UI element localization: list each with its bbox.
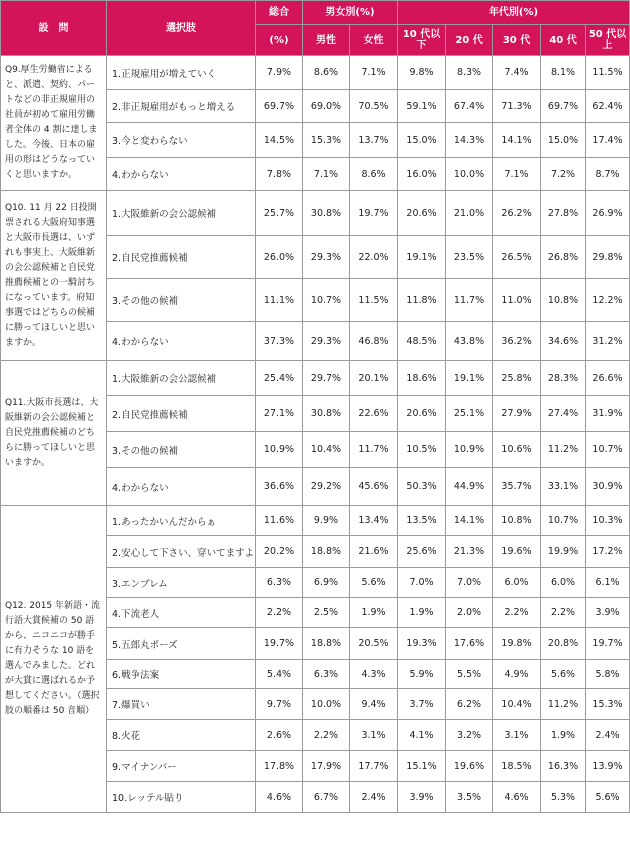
- value-cell: 29.8%: [586, 236, 630, 279]
- value-cell: 3.1%: [350, 720, 398, 751]
- value-cell: 25.4%: [256, 361, 303, 396]
- value-cell: 71.3%: [493, 90, 541, 123]
- value-cell: 16.0%: [398, 158, 446, 191]
- value-cell: 48.5%: [398, 322, 446, 361]
- value-cell: 7.2%: [541, 158, 586, 191]
- value-cell: 5.3%: [541, 782, 586, 813]
- value-cell: 29.7%: [303, 361, 350, 396]
- value-cell: 20.6%: [398, 191, 446, 236]
- value-cell: 25.8%: [493, 361, 541, 396]
- value-cell: 2.0%: [446, 598, 493, 628]
- value-cell: 69.7%: [541, 90, 586, 123]
- value-cell: 70.5%: [350, 90, 398, 123]
- value-cell: 2.4%: [350, 782, 398, 813]
- value-cell: 10.5%: [398, 432, 446, 468]
- value-cell: 69.7%: [256, 90, 303, 123]
- header-age-30s: 30 代: [493, 25, 541, 56]
- value-cell: 19.6%: [493, 536, 541, 568]
- value-cell: 19.9%: [541, 536, 586, 568]
- value-cell: 17.7%: [350, 751, 398, 782]
- value-cell: 9.7%: [256, 689, 303, 720]
- value-cell: 11.1%: [256, 279, 303, 322]
- value-cell: 13.7%: [350, 123, 398, 158]
- value-cell: 17.6%: [446, 628, 493, 660]
- option-label: 4.下流老人: [107, 598, 256, 628]
- value-cell: 5.9%: [398, 660, 446, 689]
- value-cell: 21.0%: [446, 191, 493, 236]
- value-cell: 26.8%: [541, 236, 586, 279]
- value-cell: 5.8%: [586, 660, 630, 689]
- value-cell: 7.8%: [256, 158, 303, 191]
- value-cell: 10.0%: [303, 689, 350, 720]
- value-cell: 26.0%: [256, 236, 303, 279]
- value-cell: 16.3%: [541, 751, 586, 782]
- option-label: 4.わからない: [107, 158, 256, 191]
- value-cell: 9.8%: [398, 56, 446, 90]
- option-label: 2.自民党推薦候補: [107, 396, 256, 432]
- option-label: 7.爆買い: [107, 689, 256, 720]
- value-cell: 27.9%: [493, 396, 541, 432]
- option-label: 1.大阪維新の会公認候補: [107, 361, 256, 396]
- header-female: 女性: [350, 25, 398, 56]
- value-cell: 19.1%: [446, 361, 493, 396]
- value-cell: 17.2%: [586, 536, 630, 568]
- value-cell: 30.8%: [303, 191, 350, 236]
- value-cell: 14.5%: [256, 123, 303, 158]
- option-label: 4.わからない: [107, 468, 256, 506]
- value-cell: 2.4%: [586, 720, 630, 751]
- question-text: Q10. 11 月 22 日投開票される大阪府知事選と大阪市長選は、いずれも事実上、大阪維新の会公認候補と自民党推薦候補との一騎討ちになっています。府知事選ではどちらの候補に勝ってほしいと思いますか。: [1, 191, 107, 361]
- value-cell: 22.0%: [350, 236, 398, 279]
- value-cell: 46.8%: [350, 322, 398, 361]
- value-cell: 4.6%: [493, 782, 541, 813]
- value-cell: 17.9%: [303, 751, 350, 782]
- header-total: 総合: [256, 1, 303, 25]
- value-cell: 10.7%: [541, 506, 586, 536]
- value-cell: 20.8%: [541, 628, 586, 660]
- value-cell: 33.1%: [541, 468, 586, 506]
- option-label: 8.火花: [107, 720, 256, 751]
- value-cell: 19.7%: [256, 628, 303, 660]
- value-cell: 27.4%: [541, 396, 586, 432]
- value-cell: 4.6%: [256, 782, 303, 813]
- value-cell: 11.2%: [541, 689, 586, 720]
- value-cell: 7.9%: [256, 56, 303, 90]
- value-cell: 29.2%: [303, 468, 350, 506]
- value-cell: 28.3%: [541, 361, 586, 396]
- value-cell: 8.6%: [303, 56, 350, 90]
- value-cell: 6.9%: [303, 568, 350, 598]
- value-cell: 10.4%: [493, 689, 541, 720]
- value-cell: 1.9%: [541, 720, 586, 751]
- value-cell: 2.2%: [541, 598, 586, 628]
- value-cell: 14.1%: [446, 506, 493, 536]
- value-cell: 15.0%: [398, 123, 446, 158]
- value-cell: 5.5%: [446, 660, 493, 689]
- value-cell: 9.9%: [303, 506, 350, 536]
- header-age-10s: 10 代以下: [398, 25, 446, 56]
- value-cell: 8.6%: [350, 158, 398, 191]
- value-cell: 19.6%: [446, 751, 493, 782]
- value-cell: 19.7%: [586, 628, 630, 660]
- value-cell: 4.1%: [398, 720, 446, 751]
- value-cell: 6.0%: [493, 568, 541, 598]
- value-cell: 6.3%: [256, 568, 303, 598]
- value-cell: 7.1%: [303, 158, 350, 191]
- value-cell: 11.7%: [446, 279, 493, 322]
- header-age-40s: 40 代: [541, 25, 586, 56]
- value-cell: 45.6%: [350, 468, 398, 506]
- value-cell: 12.2%: [586, 279, 630, 322]
- value-cell: 2.6%: [256, 720, 303, 751]
- header-total-unit: (%): [256, 25, 303, 56]
- table-row: [1, 191, 630, 236]
- value-cell: 10.0%: [446, 158, 493, 191]
- value-cell: 27.8%: [541, 191, 586, 236]
- option-label: 3.その他の候補: [107, 432, 256, 468]
- value-cell: 3.2%: [446, 720, 493, 751]
- value-cell: 7.1%: [350, 56, 398, 90]
- question-text: Q9.厚生労働省によると、派遣、契約、パートなどの非正規雇用の社員が初めて雇用労働者全体の 4 割に達しました。今後、日本の雇用の形はどうなっていくと思いますか。: [1, 56, 107, 191]
- value-cell: 13.4%: [350, 506, 398, 536]
- value-cell: 69.0%: [303, 90, 350, 123]
- value-cell: 19.8%: [493, 628, 541, 660]
- option-label: 9.マイナンバー: [107, 751, 256, 782]
- option-label: 3.エンブレム: [107, 568, 256, 598]
- value-cell: 29.3%: [303, 236, 350, 279]
- value-cell: 7.4%: [493, 56, 541, 90]
- value-cell: 11.0%: [493, 279, 541, 322]
- option-label: 1.大阪維新の会公認候補: [107, 191, 256, 236]
- value-cell: 21.3%: [446, 536, 493, 568]
- value-cell: 13.9%: [586, 751, 630, 782]
- header-choice: 選択肢: [107, 1, 256, 56]
- value-cell: 18.8%: [303, 628, 350, 660]
- value-cell: 10.7%: [586, 432, 630, 468]
- value-cell: 30.8%: [303, 396, 350, 432]
- value-cell: 18.5%: [493, 751, 541, 782]
- option-label: 2.非正規雇用がもっと増える: [107, 90, 256, 123]
- table-row: [1, 361, 630, 396]
- value-cell: 2.5%: [303, 598, 350, 628]
- value-cell: 21.6%: [350, 536, 398, 568]
- value-cell: 3.9%: [586, 598, 630, 628]
- option-label: 2.自民党推薦候補: [107, 236, 256, 279]
- option-label: 6.戦争法案: [107, 660, 256, 689]
- value-cell: 29.3%: [303, 322, 350, 361]
- option-label: 5.五郎丸ポーズ: [107, 628, 256, 660]
- value-cell: 30.9%: [586, 468, 630, 506]
- value-cell: 6.2%: [446, 689, 493, 720]
- value-cell: 43.8%: [446, 322, 493, 361]
- value-cell: 20.2%: [256, 536, 303, 568]
- value-cell: 19.7%: [350, 191, 398, 236]
- value-cell: 2.2%: [493, 598, 541, 628]
- value-cell: 5.6%: [541, 660, 586, 689]
- value-cell: 10.3%: [586, 506, 630, 536]
- value-cell: 25.7%: [256, 191, 303, 236]
- value-cell: 36.6%: [256, 468, 303, 506]
- value-cell: 62.4%: [586, 90, 630, 123]
- value-cell: 31.2%: [586, 322, 630, 361]
- value-cell: 3.7%: [398, 689, 446, 720]
- value-cell: 59.1%: [398, 90, 446, 123]
- value-cell: 4.9%: [493, 660, 541, 689]
- value-cell: 19.3%: [398, 628, 446, 660]
- question-text: Q12. 2015 年新語・流行語大賞候補の 50 語から、ニコニコが勝手に有力そうな 10 語を選んでみました。どれが大賞に選ばれるか予想してください。（選択肢の順番は 50 音順）: [1, 506, 107, 813]
- value-cell: 37.3%: [256, 322, 303, 361]
- table-body: [1, 56, 630, 813]
- question-text: Q11.大阪市長選は、大阪維新の会公認候補と自民党推薦候補のどちらに勝ってほしいと思いますか。: [1, 361, 107, 506]
- value-cell: 11.5%: [350, 279, 398, 322]
- value-cell: 3.1%: [493, 720, 541, 751]
- value-cell: 20.5%: [350, 628, 398, 660]
- value-cell: 6.7%: [303, 782, 350, 813]
- header-age-20s: 20 代: [446, 25, 493, 56]
- value-cell: 50.3%: [398, 468, 446, 506]
- value-cell: 8.3%: [446, 56, 493, 90]
- value-cell: 22.6%: [350, 396, 398, 432]
- value-cell: 4.3%: [350, 660, 398, 689]
- value-cell: 6.1%: [586, 568, 630, 598]
- value-cell: 11.2%: [541, 432, 586, 468]
- value-cell: 17.4%: [586, 123, 630, 158]
- header-age-50s: 50 代以上: [586, 25, 630, 56]
- option-label: 10.レッテル貼り: [107, 782, 256, 813]
- table-row: [1, 506, 630, 536]
- header-gender-group: 男女別(%): [303, 1, 398, 25]
- value-cell: 15.3%: [586, 689, 630, 720]
- header-male: 男性: [303, 25, 350, 56]
- value-cell: 3.5%: [446, 782, 493, 813]
- value-cell: 19.1%: [398, 236, 446, 279]
- value-cell: 3.9%: [398, 782, 446, 813]
- option-label: 4.わからない: [107, 322, 256, 361]
- header-age-group: 年代別(%): [398, 1, 630, 25]
- value-cell: 13.5%: [398, 506, 446, 536]
- value-cell: 23.5%: [446, 236, 493, 279]
- value-cell: 8.1%: [541, 56, 586, 90]
- value-cell: 8.7%: [586, 158, 630, 191]
- value-cell: 5.6%: [586, 782, 630, 813]
- value-cell: 10.6%: [493, 432, 541, 468]
- value-cell: 44.9%: [446, 468, 493, 506]
- value-cell: 15.0%: [541, 123, 586, 158]
- value-cell: 26.5%: [493, 236, 541, 279]
- value-cell: 10.9%: [446, 432, 493, 468]
- option-label: 1.正規雇用が増えていく: [107, 56, 256, 90]
- value-cell: 35.7%: [493, 468, 541, 506]
- option-label: 1.あったかいんだからぁ: [107, 506, 256, 536]
- value-cell: 10.4%: [303, 432, 350, 468]
- value-cell: 6.3%: [303, 660, 350, 689]
- value-cell: 31.9%: [586, 396, 630, 432]
- value-cell: 67.4%: [446, 90, 493, 123]
- value-cell: 25.1%: [446, 396, 493, 432]
- value-cell: 18.6%: [398, 361, 446, 396]
- value-cell: 26.2%: [493, 191, 541, 236]
- value-cell: 15.1%: [398, 751, 446, 782]
- value-cell: 14.3%: [446, 123, 493, 158]
- value-cell: 10.7%: [303, 279, 350, 322]
- option-label: 3.今と変わらない: [107, 123, 256, 158]
- value-cell: 18.8%: [303, 536, 350, 568]
- value-cell: 5.4%: [256, 660, 303, 689]
- value-cell: 2.2%: [256, 598, 303, 628]
- value-cell: 15.3%: [303, 123, 350, 158]
- value-cell: 11.5%: [586, 56, 630, 90]
- value-cell: 11.6%: [256, 506, 303, 536]
- value-cell: 6.0%: [541, 568, 586, 598]
- value-cell: 7.1%: [493, 158, 541, 191]
- value-cell: 34.6%: [541, 322, 586, 361]
- value-cell: 11.8%: [398, 279, 446, 322]
- value-cell: 26.9%: [586, 191, 630, 236]
- value-cell: 26.6%: [586, 361, 630, 396]
- value-cell: 2.2%: [303, 720, 350, 751]
- value-cell: 1.9%: [350, 598, 398, 628]
- value-cell: 7.0%: [398, 568, 446, 598]
- header-question: 設 問: [1, 1, 107, 56]
- value-cell: 27.1%: [256, 396, 303, 432]
- value-cell: 20.6%: [398, 396, 446, 432]
- value-cell: 20.1%: [350, 361, 398, 396]
- value-cell: 11.7%: [350, 432, 398, 468]
- value-cell: 17.8%: [256, 751, 303, 782]
- value-cell: 5.6%: [350, 568, 398, 598]
- value-cell: 7.0%: [446, 568, 493, 598]
- value-cell: 36.2%: [493, 322, 541, 361]
- option-label: 2.安心して下さい、穿いてますよ: [107, 536, 256, 568]
- value-cell: 14.1%: [493, 123, 541, 158]
- value-cell: 1.9%: [398, 598, 446, 628]
- table-row: [1, 56, 630, 90]
- value-cell: 9.4%: [350, 689, 398, 720]
- option-label: 3.その他の候補: [107, 279, 256, 322]
- value-cell: 10.8%: [493, 506, 541, 536]
- value-cell: 10.8%: [541, 279, 586, 322]
- value-cell: 25.6%: [398, 536, 446, 568]
- value-cell: 10.9%: [256, 432, 303, 468]
